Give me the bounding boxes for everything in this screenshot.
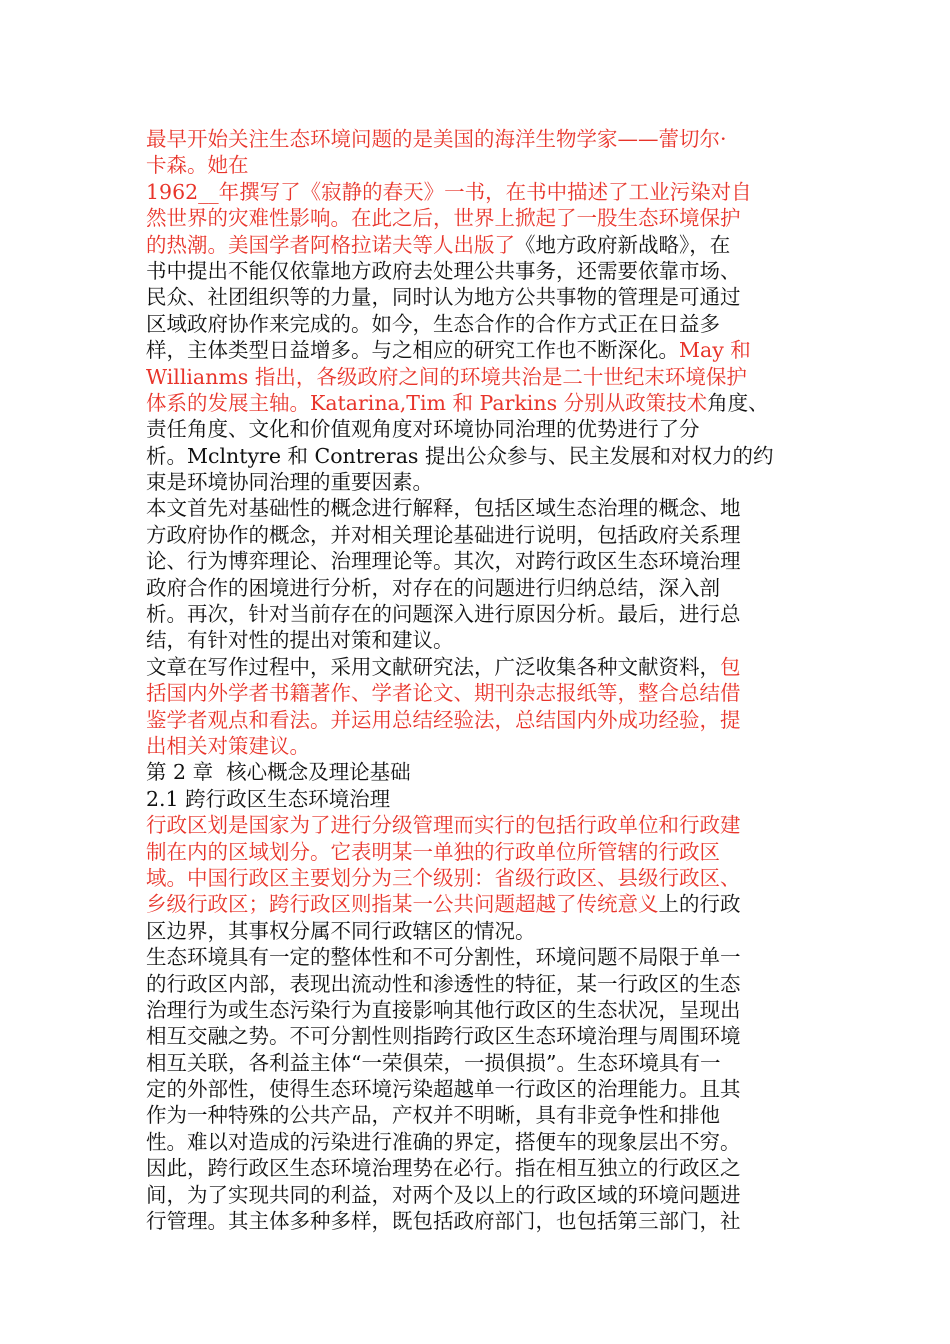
text-span: 角度、 (707, 390, 769, 415)
paragraph-4 (146, 812, 798, 944)
paragraph-3 (146, 654, 798, 760)
text-line: 政府合作的困境进行分析，对存在的问题进行归纳总结，深入剖 (146, 575, 720, 600)
text-line: 论、行为博弈理论、治理理论等。其次，对跨行政区生态环境治理 (146, 549, 741, 574)
text-line: 出相关对策建议。 (146, 733, 310, 758)
text-line: 书中提出不能仅依靠地方政府去处理公共事务，还需要依靠市场、 (146, 258, 741, 283)
text-line: 因此，跨行政区生态环境治理势在必行。指在相互独立的行政区之 (146, 1156, 741, 1181)
text-line: 责任角度、文化和价值观角度对环境协同治理的优势进行了分 (146, 417, 700, 442)
text-line: 卡森。她在 (146, 153, 249, 178)
text-line: 域。中国行政区主要划分为三个级别：省级行政区、县级行政区、 (146, 865, 741, 890)
document-page (146, 126, 798, 1234)
text-line: 结，有针对性的提出对策和建议。 (146, 628, 454, 653)
text-line (146, 390, 798, 416)
paragraph-2 (146, 495, 798, 653)
text-line: 治理行为或生态污染行为直接影响其他行政区的生态状况，呈现出 (146, 997, 741, 1022)
text-span: 文章在写作过程中，采用文献研究法，广泛收集各种文献资料， (146, 654, 720, 679)
text-line (146, 232, 798, 258)
text-line: 最早开始关注生态环境问题的是美国的海洋生物学家——蕾切尔· (146, 127, 727, 151)
text-span: 上的行政 (658, 892, 741, 917)
chapter-heading: 第 2 章 核心概念及理论基础 (146, 760, 411, 785)
paragraph-1 (146, 126, 798, 495)
text-line: 行政区划是国家为了进行分级管理而实行的包括行政单位和行政建 (146, 813, 741, 838)
text-line: 析。再次，针对当前存在的问题深入进行原因分析。最后，进行总 (146, 602, 741, 627)
text-line: 本文首先对基础性的概念进行解释，包括区域生态治理的概念、地 (146, 496, 741, 521)
text-line: Willianms 指出，各级政府之间的环境共治是二十世纪末环境保护 (146, 364, 747, 389)
text-span-red: 的热潮。美国学者阿格拉诺夫等人出版了 (146, 232, 515, 257)
text-span-red: 乡级行政区；跨行政区则指某一公共问题超越了传统意义 (146, 892, 659, 917)
text-line: 然世界的灾难性影响。在此之后，世界上掀起了一股生态环境保护 (146, 206, 741, 231)
text-line: 鉴学者观点和看法。并运用总结经验法，总结国内外成功经验，提 (146, 707, 741, 732)
text-line: 方政府协作的概念，并对相关理论基础进行说明，包括政府关系理 (146, 522, 741, 547)
text-line: 束是环境协同治理的重要因素。 (146, 470, 433, 495)
text-line: 定的外部性，使得生态环境污染超越单一行政区的治理能力。且其 (146, 1077, 741, 1102)
text-line: 区边界，其事权分属不同行政辖区的情况。 (146, 918, 536, 943)
text-line: 行管理。其主体多种多样，既包括政府部门，也包括第三部门，社 (146, 1209, 741, 1234)
text-line: 析。Mclntyre 和 Contreras 提出公众参与、民主发展和对权力的约 (146, 443, 774, 468)
text-line: 相互交融之势。不可分割性则指跨行政区生态环境治理与周围环境 (146, 1024, 741, 1049)
text-span: 样，主体类型日益增多。与之相应的研究工作也不断深化。 (146, 338, 679, 363)
text-line: 1962__年撰写了《寂静的春天》一书，在书中描述了工业污染对自 (146, 179, 752, 204)
text-line: 性。难以对造成的污染进行准确的界定，搭便车的现象层出不穷。 (146, 1129, 741, 1154)
text-line (146, 654, 798, 680)
text-line (146, 337, 798, 363)
text-line: 民众、社团组织等的力量，同时认为地方公共事物的管理是可通过 (146, 285, 741, 310)
text-line: 的行政区内部，表现出流动性和渗透性的特征，某一行政区的生态 (146, 971, 741, 996)
text-line: 间，为了实现共同的利益，对两个及以上的行政区域的环境问题进 (146, 1182, 741, 1207)
text-line: 区域政府协作来完成的。如今，生态合作的合作方式正在日益多 (146, 311, 720, 336)
text-line: 作为一种特殊的公共产品，产权并不明晰，具有非竞争性和排他 (146, 1103, 720, 1128)
text-line: 生态环境具有一定的整体性和不可分割性，环境问题不局限于单一 (146, 945, 741, 970)
text-line: 制在内的区域划分。它表明某一单独的行政单位所管辖的行政区 (146, 839, 720, 864)
text-span: 《地方政府新战略》，在 (515, 232, 731, 257)
paragraph-5 (146, 944, 798, 1234)
text-line: 括国内外学者书籍著作、学者论文、期刊杂志报纸等，整合总结借 (146, 681, 741, 706)
text-span-red: 包 (720, 654, 741, 679)
text-line: 相互关联，各利益主体“一荣俱荣，一损俱损”。生态环境具有一 (146, 1050, 721, 1075)
text-span-red: 体系的发展主轴。Katarina,Tim 和 Parkins 分别从政策技术 (146, 390, 708, 415)
text-line (146, 891, 798, 917)
text-span-red: May 和 (679, 338, 751, 363)
section-heading: 2.1 跨行政区生态环境治理 (146, 786, 391, 811)
